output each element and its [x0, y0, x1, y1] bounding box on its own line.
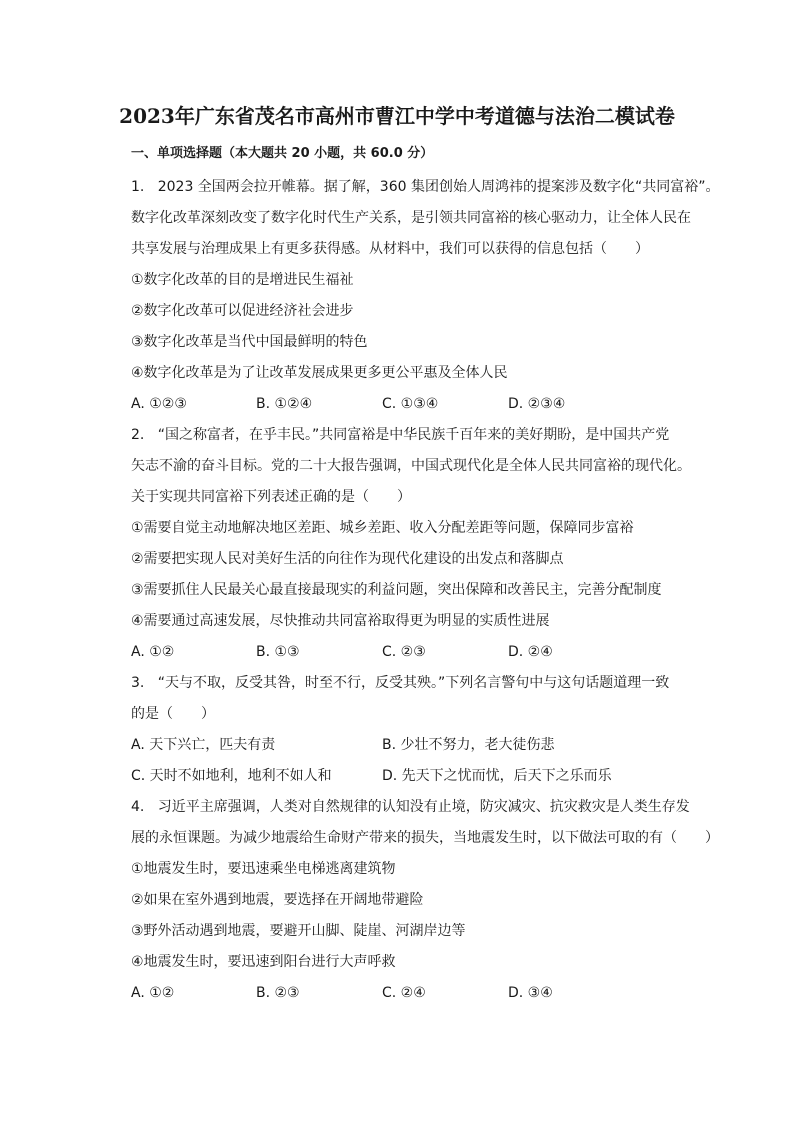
question-1-stem-2: 数字化改革深刻改变了数字化时代生产关系，是引领共同富裕的核心驱动力，让全体人民在 — [131, 210, 691, 226]
question-4-stem-1: 习近平主席强调，人类对自然规律的认知没有止境，防灾减灾、抗灾救灾是人类生存发 — [157, 799, 690, 815]
question-4-option-b[interactable]: B. ②③ — [256, 985, 300, 1001]
question-2-statement-4: ④需要通过高速发展，尽快推动共同富裕取得更为明显的实质性进展 — [131, 613, 550, 629]
question-2-line-1 — [131, 425, 669, 445]
question-1-stem-3: 共享发展与治理成果上有更多获得感。从材料中，我们可以获得的信息包括（ ） — [131, 241, 649, 257]
question-2-statement-1: ①需要自觉主动地解决地区差距、城乡差距、收入分配差距等问题，保障同步富裕 — [131, 520, 634, 536]
question-4-statement-4: ④地震发生时，要迅速到阳台进行大声呼救 — [131, 954, 396, 970]
question-1-line-1 — [131, 177, 719, 197]
question-2-stem-3: 关于实现共同富裕下列表述正确的是（ ） — [131, 489, 411, 505]
question-4-number: 4. — [131, 799, 145, 815]
question-2-option-d[interactable]: D. ②④ — [508, 644, 553, 660]
question-2-stem-2: 矢志不渝的奋斗目标。党的二十大报告强调，中国式现代化是全体人民共同富裕的现代化。 — [131, 458, 691, 474]
question-4-statement-3: ③野外活动遇到地震，要避开山脚、陡崖、河湖岸边等 — [131, 923, 466, 939]
question-1-stem-1: 2023 全国两会拉开帷幕。据了解，360 集团创始人周鸿祎的提案涉及数字化“共同富裕”。 — [157, 179, 720, 195]
question-4-statement-2: ②如果在室外遇到地震，要选择在开阔地带避险 — [131, 892, 424, 908]
question-3-option-d[interactable]: D. 先天下之忧而忧，后天下之乐而乐 — [382, 768, 612, 784]
question-3-stem-2: 的是（ ） — [131, 706, 215, 722]
question-2-number: 2. — [131, 427, 145, 443]
question-1-option-a[interactable]: A. ①②③ — [131, 396, 187, 412]
question-1-number: 1. — [131, 179, 145, 195]
exam-title: 2023年广东省茂名市高州市曹江中学中考道德与法治二模试卷 — [119, 104, 675, 128]
question-3-stem-1: “天与不取，反受其咎，时至不行，反受其殃。”下列名言警句中与这句话题道理一致 — [157, 675, 670, 691]
question-1-statement-2: ②数字化改革可以促进经济社会进步 — [131, 303, 354, 319]
question-3-number: 3. — [131, 675, 145, 691]
question-1-option-c[interactable]: C. ①③④ — [382, 396, 439, 412]
question-3-line-1 — [131, 673, 669, 693]
question-1-statement-4: ④数字化改革是为了让改革发展成果更多更公平惠及全体人民 — [131, 365, 508, 381]
question-2-option-a[interactable]: A. ①② — [131, 644, 175, 660]
question-1-statement-1: ①数字化改革的目的是增进民生福祉 — [131, 272, 354, 288]
question-4-line-1 — [131, 797, 690, 817]
question-2-option-c[interactable]: C. ②③ — [382, 644, 426, 660]
question-3-option-c[interactable]: C. 天时不如地利，地利不如人和 — [131, 768, 332, 784]
question-3-option-a[interactable]: A. 天下兴亡，匹夫有责 — [131, 737, 276, 753]
question-4-option-c[interactable]: C. ②④ — [382, 985, 426, 1001]
question-4-stem-2: 展的永恒课题。为减少地震给生命财产带来的损失，当地震发生时，以下做法可取的有（ ） — [131, 830, 719, 846]
question-2-statement-2: ②需要把实现人民对美好生活的向往作为现代化建设的出发点和落脚点 — [131, 551, 564, 567]
section-heading: 一、单项选择题（本大题共 20 小题，共 60.0 分） — [131, 146, 434, 161]
question-2-stem-1: “国之称富者，在乎丰民。”共同富裕是中华民族千百年来的美好期盼，是中国共产党 — [157, 427, 670, 443]
question-4-statement-1: ①地震发生时，要迅速乘坐电梯逃离建筑物 — [131, 861, 396, 877]
question-3-option-b[interactable]: B. 少壮不努力，老大徒伤悲 — [382, 737, 555, 753]
question-1-option-b[interactable]: B. ①②④ — [256, 396, 313, 412]
question-1-statement-3: ③数字化改革是当代中国最鲜明的特色 — [131, 334, 368, 350]
question-2-statement-3: ③需要抓住人民最关心最直接最现实的利益问题，突出保障和改善民主，完善分配制度 — [131, 582, 662, 598]
question-4-option-a[interactable]: A. ①② — [131, 985, 175, 1001]
question-2-option-b[interactable]: B. ①③ — [256, 644, 300, 660]
question-1-option-d[interactable]: D. ②③④ — [508, 396, 566, 412]
question-4-option-d[interactable]: D. ③④ — [508, 985, 553, 1001]
